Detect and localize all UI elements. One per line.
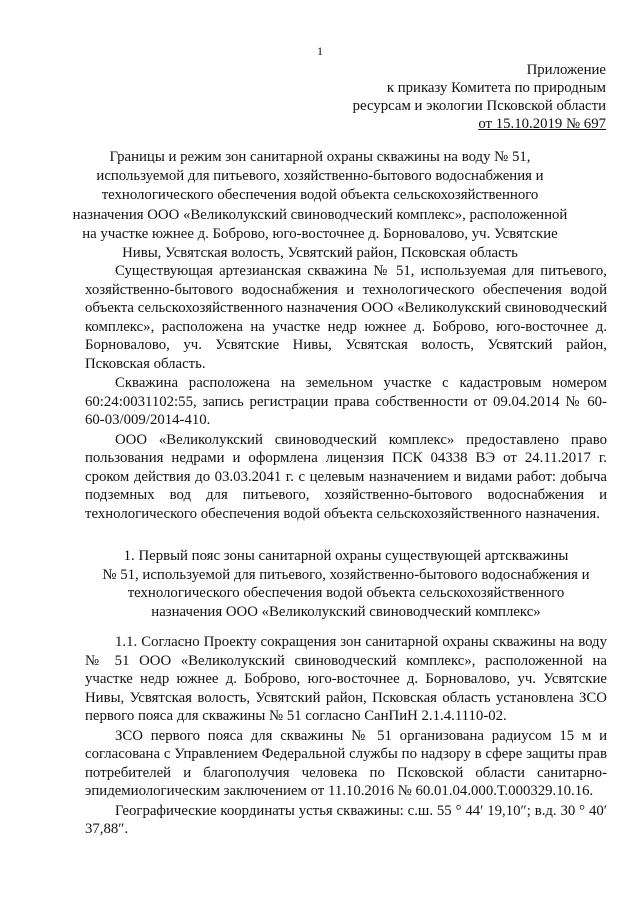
title-line: технологического обеспечения водой объекта сельскохозяйственного	[101, 187, 539, 204]
appendix-order-ref: к приказу Комитета по природным	[386, 80, 606, 96]
title-line: назначения ООО «Великолукский свиноводческий комплекс», расположенной	[72, 206, 568, 223]
intro-paragraph-well: Существующая артезианская скважина № 51, используемая для питьевого, хозяйственно-бытового водоснабжения и технологического обеспечения водой объекта сельскохозяйственного назначения ООО «Великолукский свиноводческий комплекс», расположена на участке недр южнее д. Боброво, юго-восточнее д. Борновалово, уч. Усвятские Нивы, Усвятская волость, Усвятский район, Псковская область.	[85, 263, 607, 372]
section-1-paragraph-radius: ЗСО первого пояса для скважины № 51 организована радиусом 15 м и согласована с Управлением Федеральной службы по надзору в сфере защиты прав потребителей и благополучия человека по Псковской области санитарно-эпидемиологическим заключением от 11.10.2016 № 60.01.04.000.Т.000329.10.16.	[85, 727, 607, 799]
appendix-order-date: от 15.10.2019 № 697	[478, 116, 606, 132]
section-1-paragraph-project: 1.1. Согласно Проекту сокращения зон санитарной охраны скважины на воду № 51 ООО «Великолукский свиноводческий комплекс», расположенной на участке недр южнее д. Боброво, юго-восточнее д. Борновалово, уч. Усвятские Нивы, Усвятская волость, Усвятский район, Псковская область установлена ЗСО первого пояса для скважины № 51 согласно СанПиН 2.1.4.1110-02.	[85, 634, 607, 724]
section-heading-line: технологического обеспечения водой объекта сельскохозяйственного	[127, 585, 565, 601]
document-title	[60, 148, 580, 263]
section-1-heading	[85, 547, 607, 621]
section-heading-line: назначения ООО «Великолукский свиноводческий комплекс»	[151, 603, 541, 620]
section-1-paragraph-coordinates: Географические координаты устья скважины: с.ш. 55 ° 44′ 19,10″; в.д. 30 ° 40′ 37,88″.	[85, 802, 607, 837]
appendix-label: Приложение	[526, 62, 606, 78]
section-heading-line: 1. Первый пояс зоны санитарной охраны существующей артскважины	[123, 548, 569, 564]
title-line: Границы и режим зон санитарной охраны скважины на воду № 51,	[109, 149, 531, 165]
page-number: 1	[317, 44, 323, 58]
appendix-header	[353, 61, 606, 133]
intro-section	[85, 262, 607, 523]
title-line: на участке южнее д. Боброво, юго-восточнее д. Борновалово, уч. Усвятские	[82, 225, 558, 242]
section-heading-line: № 51, используемой для питьевого, хозяйственно-бытового водоснабжения и	[102, 566, 590, 583]
title-line: используемой для питьевого, хозяйственно-бытового водоснабжения и	[96, 168, 544, 185]
intro-paragraph-land: Скважина расположена на земельном участке с кадастровым номером 60:24:0031102:55, запись регистрации права собственности от 09.04.2014 № 60-60-03/009/2014-410.	[85, 375, 607, 428]
intro-paragraph-license: ООО «Великолукский свиноводческий комплекс» предоставлено право пользования недрами и оформлена лицензия ПСК 04338 ВЭ от 24.11.2017 г. сроком действия до 03.03.2041 г. с целевым назначением и видами работ: добыча подземных вод для питьевого, хозяйственно-бытового водоснабжения и технологического обеспечения водой объекта сельскохозяйственного назначения.	[85, 431, 607, 522]
appendix-committee: ресурсам и экологии Псковской области	[352, 98, 606, 114]
section-1-body	[85, 633, 607, 839]
title-line: Нивы, Усвятская волость, Усвятский район, Псковская область	[122, 245, 518, 262]
